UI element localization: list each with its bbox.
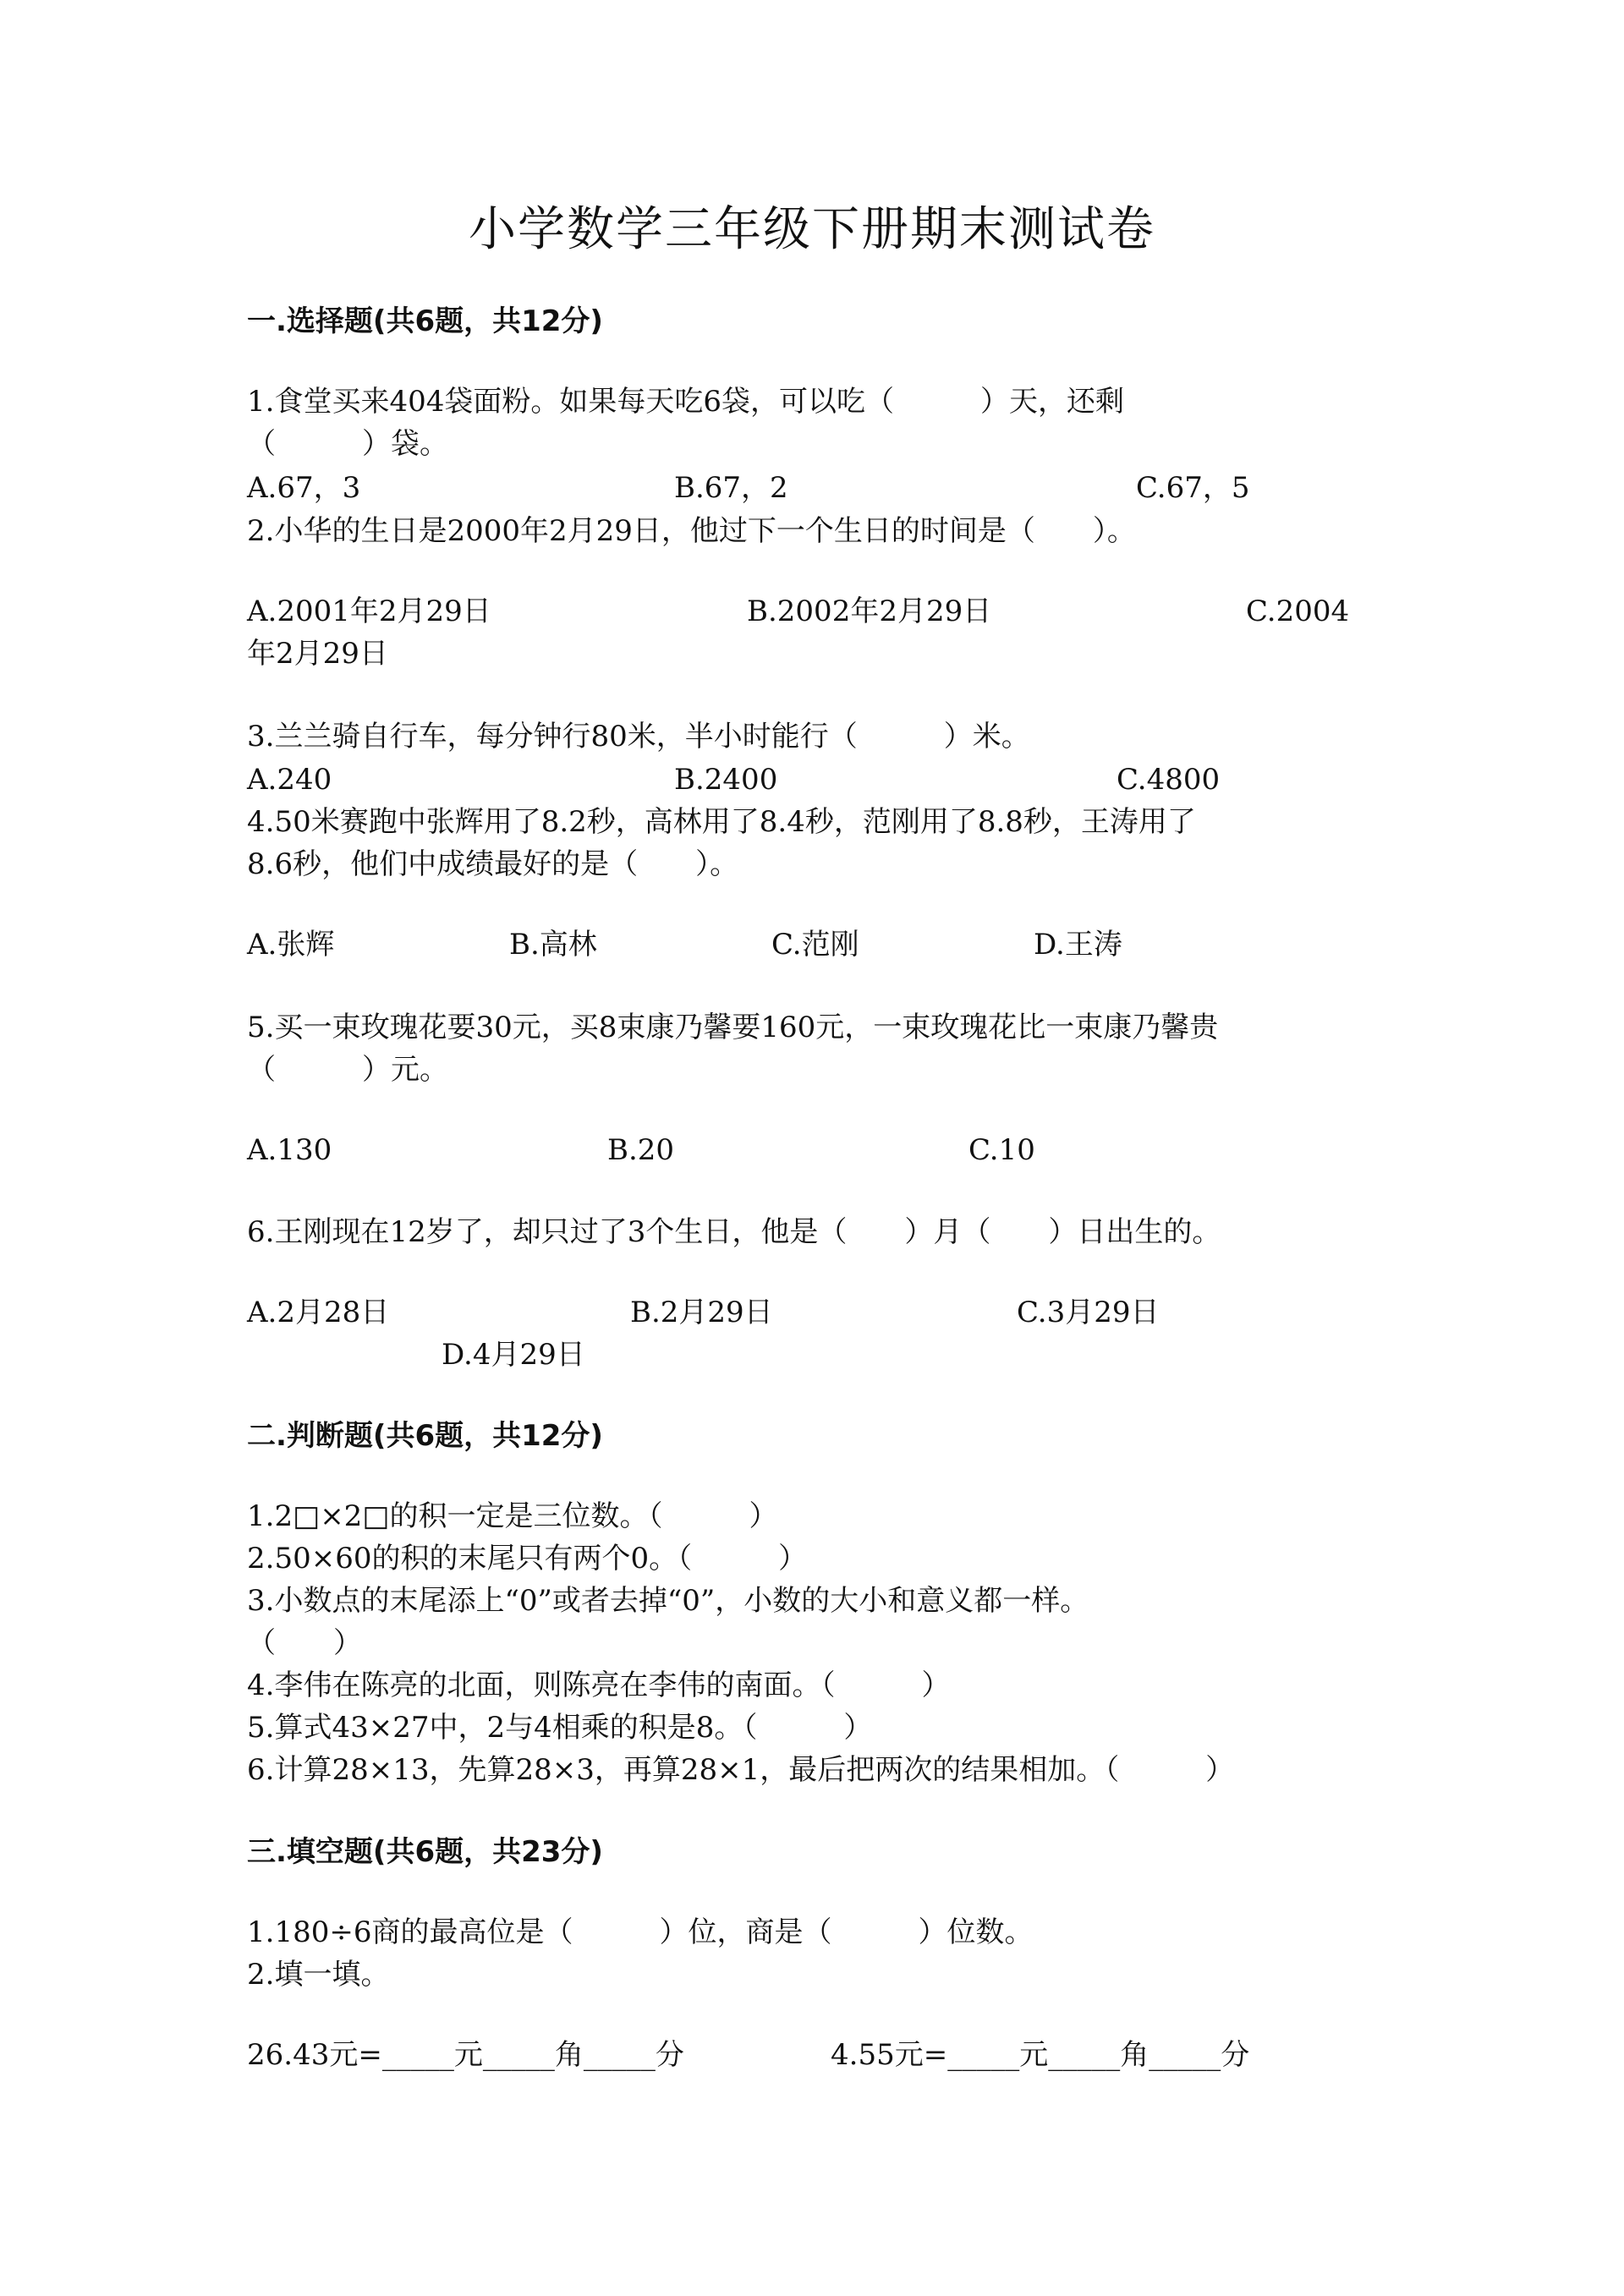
statement-text: 4.李伟在陈亮的北面，则陈亮在李伟的南面。（ ）: [247, 1669, 951, 1702]
statement-text: 5.算式43×27中，2与4相乘的积是8。（ ）: [247, 1711, 873, 1745]
option-c: C.范刚: [771, 928, 859, 962]
section-heading-fill: 三.填空题(共6题，共23分): [247, 1835, 603, 1869]
section-heading-judge: 二.判断题(共6题，共12分): [247, 1419, 603, 1453]
fill-question-text: 2.填一填。: [247, 1958, 390, 1992]
statement-text: 6.计算28×13，先算28×3，再算28×1，最后把两次的结果相加。（ ）: [247, 1753, 1235, 1787]
option-c: C.67，5: [1136, 471, 1250, 505]
option-b: B.高林: [509, 928, 597, 962]
statement-text: 3.小数点的末尾添上“0”或者去掉“0”，小数的大小和意义都一样。: [247, 1584, 1089, 1618]
option-a: A.240: [247, 763, 332, 797]
statement-text: （ ）: [247, 1626, 362, 1660]
option-b: B.2月29日: [630, 1296, 773, 1329]
question-text: （ ）元。: [247, 1053, 448, 1087]
question-text: 3.兰兰骑自行车，每分钟行80米，半小时能行（ ）米。: [247, 720, 1030, 753]
statement-text: 1.2□×2□的积一定是三位数。（ ）: [247, 1499, 778, 1533]
option-a: A.130: [247, 1133, 332, 1167]
option-b: B.2002年2月29日: [747, 595, 992, 628]
option-c: C.2004: [1246, 595, 1350, 628]
option-d: D.4月29日: [442, 1338, 585, 1372]
option-b: B.2400: [674, 763, 778, 797]
question-text: 1.食堂买来404袋面粉。如果每天吃6袋，可以吃（ ）天，还剩: [247, 385, 1124, 419]
question-text: 4.50米赛跑中张辉用了8.2秒，高林用了8.4秒，范刚用了8.8秒，王涛用了: [247, 805, 1196, 839]
question-text: （ ）袋。: [247, 427, 448, 461]
section-heading-choice: 一.选择题(共6题，共12分): [247, 304, 603, 338]
option-c: C.10: [968, 1133, 1035, 1167]
fill-blank-item: 4.55元=_____元_____角_____分: [831, 2038, 1250, 2072]
fill-blank-item: 26.43元=_____元_____角_____分: [247, 2038, 684, 2072]
option-a: A.2月28日: [247, 1296, 390, 1329]
fill-question-text: 1.180÷6商的最高位是（ ）位，商是（ ）位数。: [247, 1915, 1034, 1949]
page-title: 小学数学三年级下册期末测试卷: [469, 202, 1155, 257]
option-c-continued: 年2月29日: [247, 637, 388, 671]
option-c: C.4800: [1116, 763, 1221, 797]
question-text: 2.小华的生日是2000年2月29日，他过下一个生日的时间是（ ）。: [247, 514, 1136, 548]
option-a: A.67，3: [247, 471, 361, 505]
option-c: C.3月29日: [1017, 1296, 1160, 1329]
option-b: B.67，2: [674, 471, 788, 505]
option-d: D.王涛: [1034, 928, 1122, 962]
option-b: B.20: [607, 1133, 675, 1167]
statement-text: 2.50×60的积的末尾只有两个0。（ ）: [247, 1542, 808, 1575]
question-text: 8.6秒，他们中成绩最好的是（ ）。: [247, 847, 739, 881]
option-a: A.张辉: [247, 928, 335, 962]
question-text: 5.买一束玫瑰花要30元，买8束康乃馨要160元，一束玫瑰花比一束康乃馨贵: [247, 1011, 1219, 1044]
option-a: A.2001年2月29日: [247, 595, 491, 628]
question-text: 6.王刚现在12岁了，却只过了3个生日，他是（ ）月（ ）日出生的。: [247, 1215, 1221, 1249]
